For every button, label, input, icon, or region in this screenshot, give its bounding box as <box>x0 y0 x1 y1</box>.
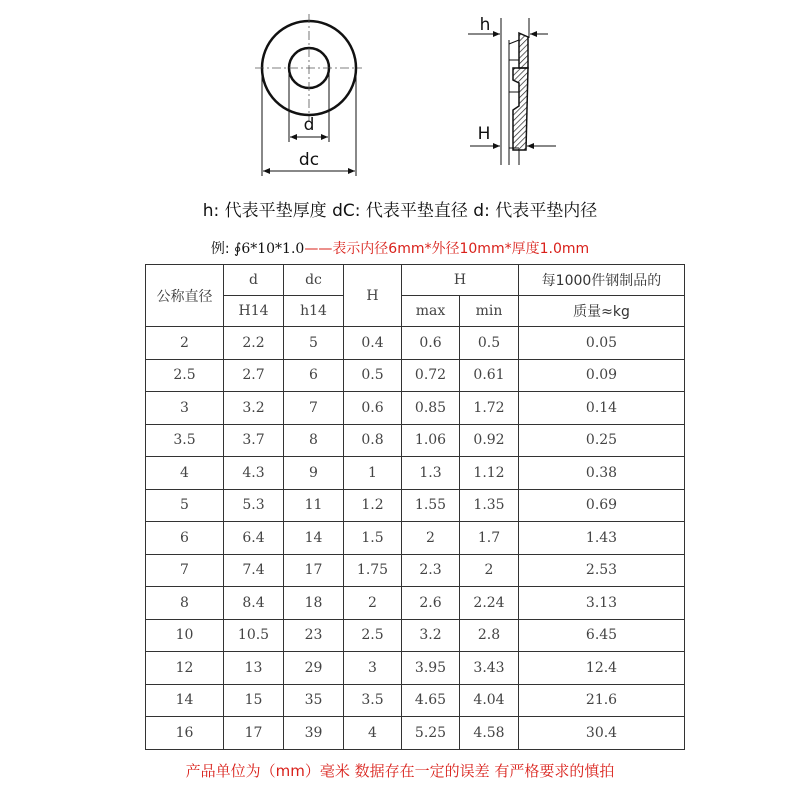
cell: 8 <box>284 424 344 457</box>
cell: 6.4 <box>224 522 284 555</box>
cell: 1.55 <box>402 489 460 522</box>
table-row <box>146 392 685 425</box>
cell: 4.04 <box>460 684 519 717</box>
cell: 12.4 <box>519 652 685 685</box>
cell: 0.69 <box>519 489 685 522</box>
cell: 2.53 <box>519 554 685 587</box>
cell: 21.6 <box>519 684 685 717</box>
cell: 35 <box>284 684 344 717</box>
table-row <box>146 652 685 685</box>
cell: 0.25 <box>519 424 685 457</box>
cell: 2.2 <box>224 327 284 360</box>
cell: 3 <box>344 652 402 685</box>
dimension-legend: h: 代表平垫厚度 dC: 代表平垫直径 d: 代表平垫内径 <box>202 201 598 221</box>
cell: 0.38 <box>519 457 685 490</box>
cell: 5.3 <box>224 489 284 522</box>
cell: 1.72 <box>460 392 519 425</box>
cell: 3.5 <box>344 684 402 717</box>
cell: 6 <box>284 359 344 392</box>
header-H: H <box>344 265 402 327</box>
cell: 0.5 <box>460 327 519 360</box>
label-d: d <box>303 115 315 135</box>
cell: 3 <box>146 392 224 425</box>
header-mass-unit: 质量≈kg <box>519 296 685 327</box>
cell: 4.65 <box>402 684 460 717</box>
cell: 13 <box>224 652 284 685</box>
header-dc: dc <box>284 265 344 296</box>
cell: 0.92 <box>460 424 519 457</box>
cell: 6.45 <box>519 619 685 652</box>
example-code: ∮6*10*1.0 <box>234 241 305 257</box>
cell: 0.14 <box>519 392 685 425</box>
cell: 1.43 <box>519 522 685 555</box>
cell: 1.2 <box>344 489 402 522</box>
table-row <box>146 424 685 457</box>
table-row <box>146 717 685 750</box>
cell: 0.8 <box>344 424 402 457</box>
washer-diagrams <box>0 0 800 185</box>
example-label: 例: <box>210 241 235 257</box>
cell: 16 <box>146 717 224 750</box>
cell: 0.05 <box>519 327 685 360</box>
cell: 5 <box>146 489 224 522</box>
cell: 5 <box>284 327 344 360</box>
cell: 5.25 <box>402 717 460 750</box>
cell: 2.8 <box>460 619 519 652</box>
example-description: 表示内径6mm*外径10mm*厚度1.0mm <box>332 241 590 257</box>
header-max: max <box>402 296 460 327</box>
header-min: min <box>460 296 519 327</box>
cell: 3.95 <box>402 652 460 685</box>
cell: 17 <box>284 554 344 587</box>
cell: 3.13 <box>519 587 685 620</box>
table-row <box>146 327 685 360</box>
cell: 1.7 <box>460 522 519 555</box>
spec-table <box>145 264 685 750</box>
table-row <box>146 522 685 555</box>
table-header-row <box>146 265 685 296</box>
cell: 30.4 <box>519 717 685 750</box>
cell: 29 <box>284 652 344 685</box>
cell: 2.3 <box>402 554 460 587</box>
cell: 2.5 <box>344 619 402 652</box>
label-H: H <box>477 124 491 144</box>
cell: 10.5 <box>224 619 284 652</box>
cell: 39 <box>284 717 344 750</box>
cell: 23 <box>284 619 344 652</box>
header-mass: 每1000件钢制品的 <box>519 265 685 296</box>
cell: 3.2 <box>224 392 284 425</box>
table-subheader-row <box>146 296 685 327</box>
cell: 11 <box>284 489 344 522</box>
cell: 3.7 <box>224 424 284 457</box>
cell: 8.4 <box>224 587 284 620</box>
cell: 2 <box>460 554 519 587</box>
cell: 3.43 <box>460 652 519 685</box>
cell: 7 <box>146 554 224 587</box>
cell: 0.6 <box>344 392 402 425</box>
cell: 4 <box>146 457 224 490</box>
cell: 4 <box>344 717 402 750</box>
cell: 15 <box>224 684 284 717</box>
header-nominal-diameter: 公称直径 <box>146 265 224 327</box>
cell: 0.5 <box>344 359 402 392</box>
cell: 3.2 <box>402 619 460 652</box>
cell: 6 <box>146 522 224 555</box>
cell: 10 <box>146 619 224 652</box>
example-line <box>0 238 800 258</box>
cell: 1 <box>344 457 402 490</box>
table-row <box>146 684 685 717</box>
table-row <box>146 457 685 490</box>
cell: 2 <box>344 587 402 620</box>
table-row <box>146 554 685 587</box>
table-row <box>146 587 685 620</box>
cell: 2.6 <box>402 587 460 620</box>
example-dash: —— <box>304 241 333 257</box>
cell: 7.4 <box>224 554 284 587</box>
cell: 1.3 <box>402 457 460 490</box>
cell: 12 <box>146 652 224 685</box>
cell: 1.35 <box>460 489 519 522</box>
header-dc-tolerance: h14 <box>284 296 344 327</box>
table-row <box>146 619 685 652</box>
header-H-range: H <box>402 265 519 296</box>
cell: 18 <box>284 587 344 620</box>
cell: 4.3 <box>224 457 284 490</box>
cell: 17 <box>224 717 284 750</box>
cell: 1.06 <box>402 424 460 457</box>
cell: 2 <box>146 327 224 360</box>
cell: 2.24 <box>460 587 519 620</box>
unit-disclaimer: 产品单位为（mm）毫米 数据存在一定的误差 有严格要求的慎拍 <box>185 762 615 780</box>
header-d-tolerance: H14 <box>224 296 284 327</box>
cell: 0.61 <box>460 359 519 392</box>
header-d: d <box>224 265 284 296</box>
cell: 2.7 <box>224 359 284 392</box>
cell: 1.75 <box>344 554 402 587</box>
cell: 4.58 <box>460 717 519 750</box>
cell: 14 <box>284 522 344 555</box>
cell: 1.5 <box>344 522 402 555</box>
table-row <box>146 489 685 522</box>
cell: 9 <box>284 457 344 490</box>
label-dc: dc <box>298 150 320 170</box>
table-row <box>146 359 685 392</box>
cell: 14 <box>146 684 224 717</box>
label-h: h <box>479 15 491 35</box>
cell: 0.6 <box>402 327 460 360</box>
cell: 0.4 <box>344 327 402 360</box>
cell: 2.5 <box>146 359 224 392</box>
cell: 3.5 <box>146 424 224 457</box>
cell: 1.12 <box>460 457 519 490</box>
cell: 2 <box>402 522 460 555</box>
cell: 0.85 <box>402 392 460 425</box>
cell: 0.72 <box>402 359 460 392</box>
cell: 7 <box>284 392 344 425</box>
cell: 0.09 <box>519 359 685 392</box>
cell: 8 <box>146 587 224 620</box>
